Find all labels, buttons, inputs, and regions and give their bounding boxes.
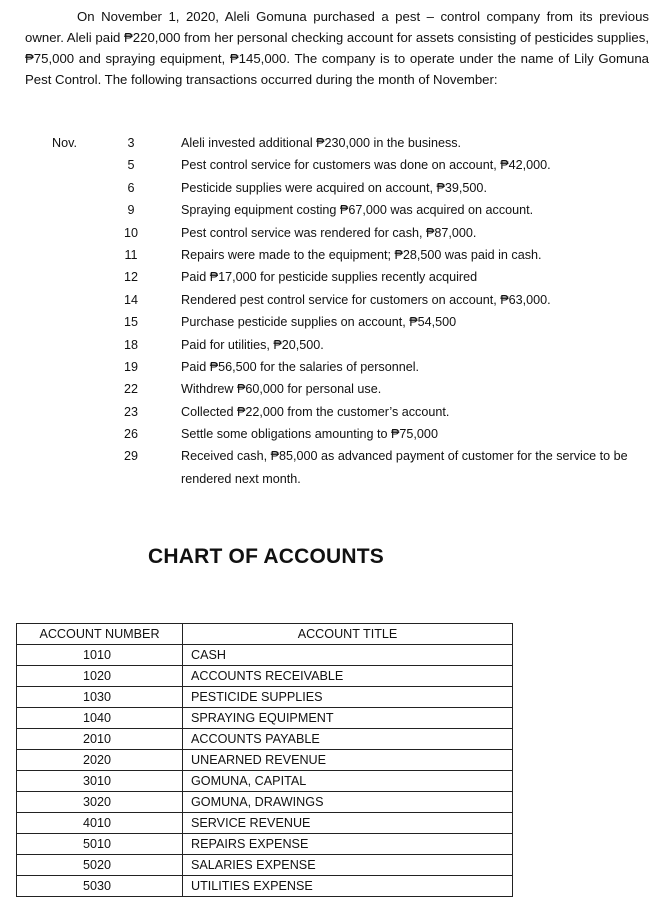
- transaction-text: Collected ₱22,000 from the customer’s account.: [181, 404, 450, 419]
- transaction-day: 23: [123, 404, 138, 419]
- account-number-cell: [17, 666, 183, 687]
- chart-of-accounts-table: [16, 623, 513, 897]
- transaction-row: [0, 177, 670, 199]
- account-number: 3020: [83, 795, 112, 809]
- transaction-row: [0, 378, 670, 400]
- account-number-cell: [17, 771, 183, 792]
- table-row: [17, 645, 513, 666]
- month-label: Nov.: [52, 136, 77, 150]
- transaction-day: 3: [127, 136, 135, 150]
- account-number: 5010: [83, 837, 112, 851]
- table-row: [17, 834, 513, 855]
- transaction-text: Spraying equipment costing ₱67,000 was acquired on account.: [181, 203, 534, 218]
- account-title: SPRAYING EQUIPMENT: [183, 708, 513, 729]
- account-number: 3010: [83, 774, 112, 788]
- transaction-day: 26: [123, 427, 138, 442]
- account-number: 2020: [83, 753, 112, 767]
- transaction-row: [0, 311, 670, 333]
- account-number-cell: [17, 855, 183, 876]
- transaction-day: 5: [127, 158, 135, 173]
- transaction-day: 14: [123, 292, 138, 307]
- account-title: ACCOUNTS RECEIVABLE: [183, 666, 513, 687]
- transaction-day: 11: [124, 247, 138, 262]
- chart-of-accounts-title: CHART OF ACCOUNTS: [148, 545, 384, 568]
- transaction-day: 22: [123, 382, 138, 397]
- table-row: [17, 855, 513, 876]
- account-number-cell: [17, 729, 183, 750]
- account-title: GOMUNA, DRAWINGS: [183, 792, 513, 813]
- transaction-text: Pest control service was rendered for cash, ₱87,000.: [181, 225, 477, 240]
- table-row: [17, 750, 513, 771]
- table-row: [17, 708, 513, 729]
- table-row: [17, 876, 513, 897]
- account-title: SERVICE REVENUE: [183, 813, 513, 834]
- transaction-row: [0, 423, 670, 445]
- account-title: CASH: [183, 645, 513, 666]
- account-title: ACCOUNTS PAYABLE: [183, 729, 513, 750]
- table-row: [17, 666, 513, 687]
- transaction-day: 19: [123, 359, 138, 374]
- account-number-cell: [17, 645, 183, 666]
- transaction-row: [0, 132, 670, 154]
- table-row: [17, 729, 513, 750]
- account-number: 1040: [83, 711, 112, 725]
- transaction-row: [0, 244, 670, 266]
- transaction-text: Settle some obligations amounting to ₱75,000: [181, 427, 438, 442]
- account-number: 5030: [83, 879, 112, 893]
- transaction-row: [0, 401, 670, 423]
- transaction-text: Received cash, ₱85,000 as advanced payment of customer for the service to be rendered next month.: [181, 449, 628, 486]
- transaction-text: Rendered pest control service for customers on account, ₱63,000.: [181, 292, 551, 307]
- transaction-day: 29: [123, 449, 138, 464]
- account-number-cell: [17, 876, 183, 897]
- transaction-text: Repairs were made to the equipment; ₱28,500 was paid in cash.: [181, 247, 542, 262]
- transaction-row: [0, 445, 670, 486]
- transaction-day: 18: [123, 337, 138, 352]
- transaction-day: 12: [123, 270, 138, 285]
- transaction-text: Paid for utilities, ₱20,500.: [181, 337, 324, 352]
- transaction-row: [0, 199, 670, 221]
- account-title: REPAIRS EXPENSE: [183, 834, 513, 855]
- account-title-header: ACCOUNT TITLE: [183, 624, 513, 645]
- transaction-day: 10: [123, 225, 138, 240]
- transaction-row: [0, 266, 670, 288]
- transaction-text: Paid ₱56,500 for the salaries of personnel.: [181, 359, 420, 374]
- account-number-cell: [17, 792, 183, 813]
- account-title: SALARIES EXPENSE: [183, 855, 513, 876]
- table-row: [17, 792, 513, 813]
- account-number: 2010: [83, 732, 112, 746]
- transaction-row: [0, 356, 670, 378]
- transaction-text: Withdrew ₱60,000 for personal use.: [181, 382, 382, 397]
- account-number: 5020: [83, 858, 112, 872]
- intro-paragraph: On November 1, 2020, Aleli Gomuna purchased a pest – control company from its previous owner. Aleli paid ₱220,000 from her personal checking account for assets consisting of pesticides supplies, ₱75,000 and spraying equipment, ₱145,000. The company is to operate under the name of Lily Gomuna Pest Control. The following transactions occurred during the month of November:: [25, 9, 649, 87]
- transaction-text: Pest control service for customers was done on account, ₱42,000.: [181, 158, 551, 173]
- table-row: [17, 771, 513, 792]
- account-number: 1030: [83, 690, 112, 704]
- account-title: UTILITIES EXPENSE: [183, 876, 513, 897]
- account-title: GOMUNA, CAPITAL: [183, 771, 513, 792]
- account-number-cell: [17, 834, 183, 855]
- transaction-day: 6: [127, 180, 135, 195]
- transaction-row: [0, 222, 670, 244]
- account-number-cell: [17, 708, 183, 729]
- account-number: 4010: [83, 816, 112, 830]
- transaction-text: Aleli invested additional ₱230,000 in the business.: [181, 136, 462, 150]
- transaction-text: Pesticide supplies were acquired on account, ₱39,500.: [181, 180, 487, 195]
- account-number: 1020: [83, 669, 112, 683]
- transaction-row: [0, 334, 670, 356]
- transaction-list: [0, 132, 670, 486]
- account-title: PESTICIDE SUPPLIES: [183, 687, 513, 708]
- transaction-row: [0, 154, 670, 176]
- account-number-cell: [17, 813, 183, 834]
- table-header-row: [17, 624, 513, 645]
- table-row: [17, 687, 513, 708]
- account-title: UNEARNED REVENUE: [183, 750, 513, 771]
- account-number-cell: [17, 687, 183, 708]
- account-number-cell: [17, 750, 183, 771]
- table-row: [17, 813, 513, 834]
- account-number: 1010: [83, 648, 112, 662]
- transaction-text: Paid ₱17,000 for pesticide supplies recently acquired: [181, 270, 478, 285]
- transaction-day: 9: [127, 203, 135, 218]
- transaction-text: Purchase pesticide supplies on account, ₱54,500: [181, 315, 457, 330]
- transaction-day: 15: [123, 315, 138, 330]
- transaction-row: [0, 289, 670, 311]
- account-number-header: ACCOUNT NUMBER: [17, 624, 183, 645]
